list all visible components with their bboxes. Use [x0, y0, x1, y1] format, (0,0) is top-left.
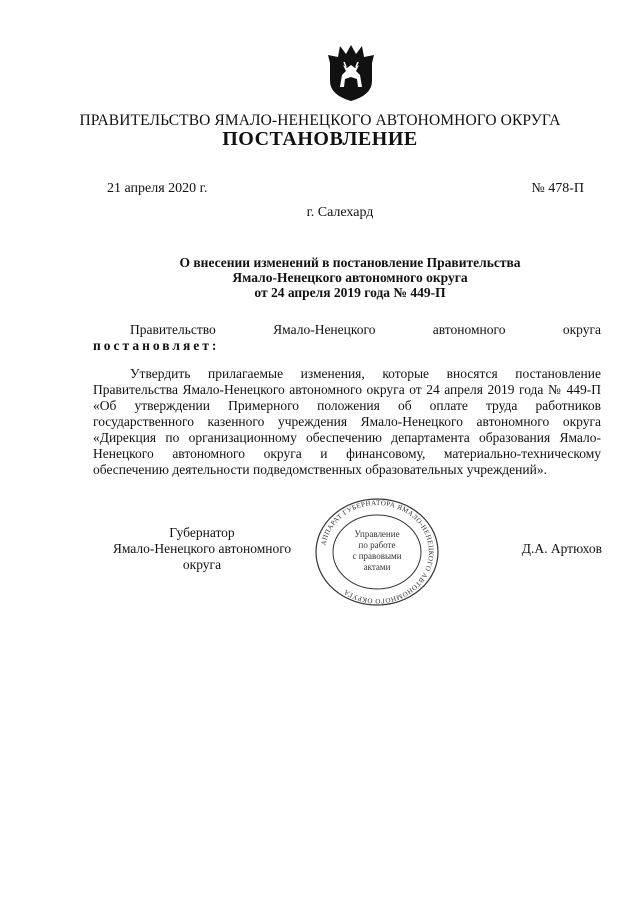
document-date: 21 апреля 2020 г.	[107, 181, 208, 196]
signatory-title	[93, 525, 311, 573]
signatory-title-line-1: Губернатор	[169, 525, 235, 540]
stamp-center-line-4: актами	[363, 562, 391, 572]
preamble-word-2: Ямало-Ненецкого	[273, 322, 376, 337]
preamble-word-4: округа	[562, 322, 601, 337]
document-number: № 478-П	[531, 181, 584, 196]
subject-line-1: О внесении изменений в постановление Правительства	[179, 255, 521, 270]
subject-line-3: от 24 апреля 2019 года № 449-П	[254, 285, 446, 300]
preamble	[93, 322, 601, 338]
stamp-ring-text: АППАРАТ ГУБЕРНАТОРА ЯМАЛО-НЕНЕЦКОГО АВТОНОМНОГО ОКРУГА	[319, 498, 436, 606]
stamp-center-line-1: Управление	[354, 529, 400, 539]
document-subject	[0, 255, 640, 300]
subject-line-2: Ямало-Ненецкого автономного округа	[232, 270, 468, 285]
document-city: г. Салехард	[306, 205, 374, 220]
government-name: ПРАВИТЕЛЬСТВО ЯМАЛО-НЕНЕЦКОГО АВТОНОМНОГО ОКРУГА	[79, 112, 561, 129]
yamal-coat-of-arms-icon	[326, 43, 376, 103]
signatory-title-line-2: Ямало-Ненецкого автономного округа	[112, 541, 292, 572]
decree-paragraph: Утвердить прилагаемые изменения, которые вносятся постановление Правительства Ямало-Ненецкого автономного округа от 24 апреля 2019 года № 449-П «Об утверждении Примерного положения об оплате труда работников государственного казенного учреждения Ямало-Ненецкого автономного округа «Дирекция по организационному обеспечению департамента образования Ямало-Ненецкого автономного округа и финансовому, материально-техническому обеспечению деятельности подведомственных образовательных учреждений».	[93, 366, 601, 477]
preamble-word-1: Правительство	[130, 322, 216, 337]
signatory-name: Д.А. Артюхов	[521, 541, 602, 556]
stamp-center-line-3: с правовыми	[352, 551, 402, 561]
preamble-word-3: автономного	[432, 322, 506, 337]
stamp-center-line-2: по работе	[358, 540, 396, 550]
document-type: ПОСТАНОВЛЕНИЕ	[222, 128, 418, 150]
official-stamp	[314, 497, 440, 607]
decree-word: постановляет:	[93, 338, 220, 353]
